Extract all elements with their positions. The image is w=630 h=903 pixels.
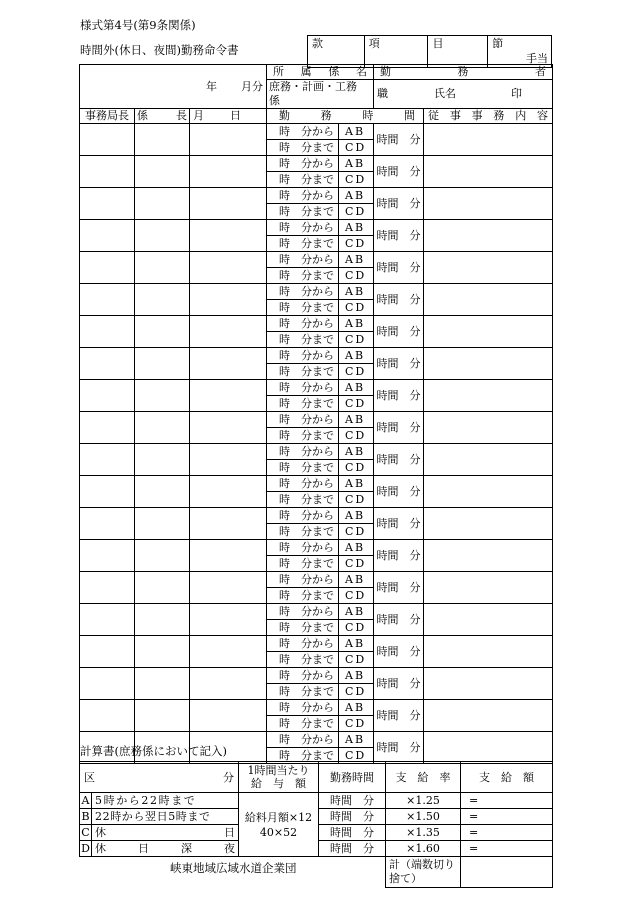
entry-row xyxy=(80,188,553,204)
date-field[interactable] xyxy=(190,124,267,156)
department-field[interactable] xyxy=(267,80,374,109)
shift-cd-field[interactable]: CD xyxy=(339,332,374,348)
calc-desc: 5時から22時まで xyxy=(92,793,239,809)
calc-desc-part: 休 xyxy=(95,842,106,855)
date-field[interactable] xyxy=(190,572,267,604)
duty-content-field[interactable] xyxy=(424,220,553,252)
calc-hours[interactable]: 時間 分 xyxy=(319,809,386,825)
chief-seal-field[interactable] xyxy=(135,284,190,316)
calc-hours[interactable]: 時間 分 xyxy=(319,793,386,809)
duty-content-field[interactable] xyxy=(424,412,553,444)
director-seal-field[interactable] xyxy=(80,124,135,156)
time-from-field[interactable]: 時 分から xyxy=(267,252,339,268)
duty-content-field[interactable] xyxy=(424,252,553,284)
duty-content-field[interactable] xyxy=(424,476,553,508)
shift-cd-field[interactable]: CD xyxy=(339,268,374,284)
duty-content-field[interactable] xyxy=(424,380,553,412)
time-from-field[interactable]: 時 分から xyxy=(267,316,339,332)
calc-hours[interactable]: 時間 分 xyxy=(319,825,386,841)
time-from-field[interactable]: 時 分から xyxy=(267,732,339,748)
shift-cd-field[interactable]: CD xyxy=(339,652,374,668)
shift-cd-field[interactable]: CD xyxy=(339,460,374,476)
date-field[interactable] xyxy=(190,412,267,444)
setsu-field[interactable] xyxy=(488,36,552,68)
duty-content-field[interactable] xyxy=(424,604,553,636)
date-field[interactable] xyxy=(190,700,267,732)
hours-field[interactable]: 時間 分 xyxy=(374,188,424,220)
worker-field[interactable] xyxy=(374,80,553,109)
shift-cd-field[interactable]: CD xyxy=(339,748,374,764)
hours-field[interactable]: 時間 分 xyxy=(374,476,424,508)
director-seal-field[interactable] xyxy=(80,476,135,508)
shift-ab-field[interactable]: AB xyxy=(339,508,374,524)
time-to-field[interactable]: 時 分まで xyxy=(267,204,339,220)
date-field[interactable] xyxy=(190,188,267,220)
shift-cd-field[interactable]: CD xyxy=(339,524,374,540)
calc-desc xyxy=(92,825,239,841)
entry-row xyxy=(80,220,553,236)
date-field[interactable] xyxy=(190,604,267,636)
shift-cd-field[interactable]: CD xyxy=(339,556,374,572)
time-from-field[interactable]: 時 分から xyxy=(267,636,339,652)
calc-header-hours: 勤務時間 xyxy=(319,762,386,793)
form-number: 様式第4号(第9条関係) xyxy=(80,18,196,32)
chief-seal-field[interactable] xyxy=(135,572,190,604)
moku-label: 目 xyxy=(432,37,444,50)
director-seal-field[interactable] xyxy=(80,284,135,316)
chief-header-char: 長 xyxy=(176,109,187,122)
teate-label: 手当 xyxy=(526,52,548,65)
calc-total-label: 計（端数切り捨て） xyxy=(386,857,461,888)
time-from-field[interactable]: 時 分から xyxy=(267,380,339,396)
chief-seal-field[interactable] xyxy=(135,252,190,284)
calc-pay[interactable]: = xyxy=(461,825,553,841)
entry-row xyxy=(80,508,553,524)
date-field[interactable] xyxy=(190,284,267,316)
hours-field[interactable]: 時間 分 xyxy=(374,604,424,636)
duty-content-field[interactable] xyxy=(424,124,553,156)
chief-header-char: 係 xyxy=(137,109,148,122)
calc-code: D xyxy=(81,842,90,855)
shift-ab-field[interactable]: AB xyxy=(339,220,374,236)
kan-field[interactable] xyxy=(308,36,365,68)
shift-ab-field[interactable]: AB xyxy=(339,668,374,684)
chief-seal-field[interactable] xyxy=(135,156,190,188)
kou-label: 項 xyxy=(368,37,380,50)
year-month-field[interactable] xyxy=(80,65,267,109)
hours-field[interactable]: 時間 分 xyxy=(374,668,424,700)
duty-header-char: 事 xyxy=(471,109,483,122)
director-seal-field[interactable] xyxy=(80,668,135,700)
chief-seal-field[interactable] xyxy=(135,540,190,572)
entry-row xyxy=(80,636,553,652)
chief-seal-field[interactable] xyxy=(135,316,190,348)
chief-seal-field[interactable] xyxy=(135,444,190,476)
time-to-field[interactable]: 時 分まで xyxy=(267,588,339,604)
calc-hours[interactable]: 時間 分 xyxy=(319,841,386,857)
date-field[interactable] xyxy=(190,668,267,700)
duty-header-char: 容 xyxy=(537,109,548,122)
entry-row xyxy=(80,284,553,300)
time-to-field[interactable]: 時 分まで xyxy=(267,652,339,668)
shift-cd-field[interactable]: CD xyxy=(339,204,374,220)
director-seal-field[interactable] xyxy=(80,188,135,220)
calc-desc-part: 深 xyxy=(181,842,192,855)
shift-ab-field[interactable]: AB xyxy=(339,188,374,204)
duty-content-field[interactable] xyxy=(424,284,553,316)
entry-row xyxy=(80,380,553,396)
entry-row xyxy=(80,444,553,460)
name-label: 氏名 xyxy=(434,87,457,100)
hours-field[interactable]: 時間 分 xyxy=(374,572,424,604)
chief-header xyxy=(135,109,190,124)
date-field[interactable] xyxy=(190,316,267,348)
director-seal-field[interactable] xyxy=(80,156,135,188)
calc-desc-part: 日 xyxy=(224,826,235,839)
time-to-field[interactable]: 時 分まで xyxy=(267,716,339,732)
time-to-field[interactable]: 時 分まで xyxy=(267,396,339,412)
time-from-field[interactable]: 時 分から xyxy=(267,124,339,140)
time-from-field[interactable]: 時 分から xyxy=(267,540,339,556)
time-from-field[interactable]: 時 分から xyxy=(267,284,339,300)
director-seal-field[interactable] xyxy=(80,572,135,604)
shift-ab-field[interactable]: AB xyxy=(339,284,374,300)
time-to-field[interactable]: 時 分まで xyxy=(267,460,339,476)
formula-numerator: 給料月額×12 xyxy=(244,810,313,824)
chief-seal-field[interactable] xyxy=(135,188,190,220)
entry-row xyxy=(80,412,553,428)
duty-content-field[interactable] xyxy=(424,508,553,540)
time-from-field[interactable]: 時 分から xyxy=(267,412,339,428)
year-label: 年 xyxy=(206,79,218,93)
department-value: 庶務・計画・工務 係 xyxy=(269,80,369,107)
duty-content-field[interactable] xyxy=(424,636,553,668)
kou-field[interactable] xyxy=(364,36,428,68)
duty-content-field[interactable] xyxy=(424,316,553,348)
date-field[interactable] xyxy=(190,636,267,668)
shift-ab-field[interactable]: AB xyxy=(339,732,374,748)
entry-row xyxy=(80,316,553,332)
hours-field[interactable]: 時間 分 xyxy=(374,636,424,668)
shift-cd-field[interactable]: CD xyxy=(339,620,374,636)
duty-header-char: 内 xyxy=(515,109,527,122)
time-from-field[interactable]: 時 分から xyxy=(267,476,339,492)
department-label-char: 所 xyxy=(273,65,285,78)
shift-ab-field[interactable]: AB xyxy=(339,604,374,620)
date-header-char: 月 xyxy=(193,109,204,122)
duty-header-char: 従 xyxy=(428,109,440,122)
entry-row xyxy=(80,604,553,620)
shift-cd-field[interactable]: CD xyxy=(339,684,374,700)
time-to-field[interactable]: 時 分まで xyxy=(267,428,339,444)
shift-ab-field[interactable]: AB xyxy=(339,636,374,652)
date-field[interactable] xyxy=(190,220,267,252)
entry-row xyxy=(80,156,553,172)
chief-seal-field[interactable] xyxy=(135,380,190,412)
calculation-table xyxy=(79,761,553,888)
entry-row xyxy=(80,700,553,716)
director-seal-field[interactable] xyxy=(80,252,135,284)
shift-cd-field[interactable]: CD xyxy=(339,428,374,444)
date-field[interactable] xyxy=(190,348,267,380)
department-label-char: 属 xyxy=(300,65,312,78)
calc-code: C xyxy=(81,826,90,839)
entry-row xyxy=(80,348,553,364)
entry-row xyxy=(80,572,553,588)
department-label-char: 名 xyxy=(355,65,367,78)
calc-header-kubun xyxy=(80,762,239,793)
time-from-field[interactable]: 時 分から xyxy=(267,508,339,524)
calc-header-rate-amount: 1時間当たり給 与 額 xyxy=(239,762,319,793)
duty-content-field[interactable] xyxy=(424,572,553,604)
duty-content-field[interactable] xyxy=(424,156,553,188)
director-seal-field[interactable] xyxy=(80,380,135,412)
work-hours-header-char: 時 xyxy=(362,109,374,122)
shift-ab-field[interactable]: AB xyxy=(339,700,374,716)
calc-code: B xyxy=(81,810,90,823)
shift-ab-field[interactable]: AB xyxy=(339,124,374,140)
calc-rate: ×1.25 xyxy=(386,793,461,809)
time-from-field[interactable]: 時 分から xyxy=(267,604,339,620)
worker-label-char: 務 xyxy=(457,65,469,78)
shift-cd-field[interactable]: CD xyxy=(339,172,374,188)
hours-field[interactable]: 時間 分 xyxy=(374,284,424,316)
time-from-field[interactable]: 時 分から xyxy=(267,668,339,684)
shift-ab-field[interactable]: AB xyxy=(339,156,374,172)
director-seal-field[interactable] xyxy=(80,604,135,636)
chief-seal-field[interactable] xyxy=(135,220,190,252)
calc-desc-part: 休 xyxy=(95,826,106,839)
time-from-field[interactable]: 時 分から xyxy=(267,572,339,588)
time-to-field[interactable]: 時 分まで xyxy=(267,620,339,636)
kubun-header-char: 分 xyxy=(223,770,234,784)
shift-ab-field[interactable]: AB xyxy=(339,540,374,556)
kubun-header-char: 区 xyxy=(84,770,95,784)
worker-label-char: 勤 xyxy=(380,65,392,78)
duty-content-field[interactable] xyxy=(424,668,553,700)
moku-field[interactable] xyxy=(428,36,488,68)
work-hours-header xyxy=(267,109,424,124)
department-label-cell xyxy=(267,65,374,80)
time-from-field[interactable]: 時 分から xyxy=(267,700,339,716)
seal-label: 印 xyxy=(511,87,523,100)
calc-rate: ×1.50 xyxy=(386,809,461,825)
date-field[interactable] xyxy=(190,444,267,476)
calc-desc xyxy=(92,841,239,857)
shift-cd-field[interactable]: CD xyxy=(339,716,374,732)
worker-label-cell xyxy=(374,65,553,80)
time-from-field[interactable]: 時 分から xyxy=(267,444,339,460)
time-to-field[interactable]: 時 分まで xyxy=(267,172,339,188)
worker-label-char: 者 xyxy=(535,65,547,78)
calc-header-pay: 支 給 額 xyxy=(461,762,553,793)
chief-seal-field[interactable] xyxy=(135,476,190,508)
entry-row xyxy=(80,668,553,684)
hours-field[interactable]: 時間 分 xyxy=(374,700,424,732)
hours-field[interactable]: 時間 分 xyxy=(374,124,424,156)
calc-total-field[interactable] xyxy=(461,857,553,888)
date-field[interactable] xyxy=(190,380,267,412)
calc-formula xyxy=(239,793,319,857)
calc-title: 計算書(庶務係において記入) xyxy=(80,744,227,758)
entry-row xyxy=(80,540,553,556)
hours-field[interactable]: 時間 分 xyxy=(374,540,424,572)
hours-field[interactable]: 時間 分 xyxy=(374,220,424,252)
kan-label: 款 xyxy=(312,37,323,50)
duty-content-header xyxy=(424,109,553,124)
duty-header-char: 事 xyxy=(449,109,461,122)
time-from-field[interactable]: 時 分から xyxy=(267,156,339,172)
calc-desc: 22時から翌日5時まで xyxy=(92,809,239,825)
calc-pay[interactable]: = xyxy=(461,793,553,809)
shift-cd-field[interactable]: CD xyxy=(339,396,374,412)
shift-ab-field[interactable]: AB xyxy=(339,572,374,588)
director-seal-field[interactable] xyxy=(80,540,135,572)
time-from-field[interactable]: 時 分から xyxy=(267,188,339,204)
entry-row xyxy=(80,476,553,492)
calc-pay[interactable]: = xyxy=(461,809,553,825)
time-to-field[interactable]: 時 分まで xyxy=(267,684,339,700)
calc-rate: ×1.60 xyxy=(386,841,461,857)
chief-seal-field[interactable] xyxy=(135,124,190,156)
calc-desc-part: 夜 xyxy=(224,842,235,855)
hours-field[interactable]: 時間 分 xyxy=(374,156,424,188)
time-to-field[interactable]: 時 分まで xyxy=(267,556,339,572)
director-header: 事務局長 xyxy=(80,109,135,124)
work-hours-header-char: 間 xyxy=(403,109,415,122)
shift-cd-field[interactable]: CD xyxy=(339,236,374,252)
hours-field[interactable]: 時間 分 xyxy=(374,732,424,764)
shift-cd-field[interactable]: CD xyxy=(339,300,374,316)
time-to-field[interactable]: 時 分まで xyxy=(267,748,339,764)
time-to-field[interactable]: 時 分まで xyxy=(267,492,339,508)
calc-rate: ×1.35 xyxy=(386,825,461,841)
director-seal-field[interactable] xyxy=(80,348,135,380)
chief-seal-field[interactable] xyxy=(135,636,190,668)
date-field[interactable] xyxy=(190,508,267,540)
date-header-char: 日 xyxy=(230,109,241,122)
date-field[interactable] xyxy=(190,252,267,284)
time-to-field[interactable]: 時 分まで xyxy=(267,268,339,284)
shift-ab-field[interactable]: AB xyxy=(339,252,374,268)
time-to-field[interactable]: 時 分まで xyxy=(267,524,339,540)
duty-content-field[interactable] xyxy=(424,444,553,476)
calc-desc-part: 日 xyxy=(138,842,149,855)
time-to-field[interactable]: 時 分まで xyxy=(267,364,339,380)
time-to-field[interactable]: 時 分まで xyxy=(267,332,339,348)
organization-name: 峡東地域広域水道企業団 xyxy=(170,861,297,875)
hours-field[interactable]: 時間 分 xyxy=(374,508,424,540)
time-to-field[interactable]: 時 分まで xyxy=(267,300,339,316)
duty-content-field[interactable] xyxy=(424,188,553,220)
shift-ab-field[interactable]: AB xyxy=(339,380,374,396)
duty-content-field[interactable] xyxy=(424,700,553,732)
hours-field[interactable]: 時間 分 xyxy=(374,380,424,412)
position-label: 職 xyxy=(377,87,389,100)
department-label-char: 係 xyxy=(328,65,340,78)
setsu-label: 節 xyxy=(492,37,504,50)
date-field[interactable] xyxy=(190,476,267,508)
shift-cd-field[interactable]: CD xyxy=(339,364,374,380)
overtime-order-table xyxy=(79,64,553,764)
entry-row xyxy=(80,124,553,140)
duty-content-field[interactable] xyxy=(424,348,553,380)
work-hours-header-char: 務 xyxy=(320,109,332,122)
form-title: 時間外(休日、夜間)勤務命令書 xyxy=(80,43,239,57)
date-field[interactable] xyxy=(190,156,267,188)
duty-content-field[interactable] xyxy=(424,540,553,572)
shift-ab-field[interactable]: AB xyxy=(339,444,374,460)
hours-field[interactable]: 時間 分 xyxy=(374,348,424,380)
month-label: 月分 xyxy=(241,79,264,93)
director-seal-field[interactable] xyxy=(80,220,135,252)
chief-seal-field[interactable] xyxy=(135,700,190,732)
hours-field[interactable]: 時間 分 xyxy=(374,316,424,348)
director-seal-field[interactable] xyxy=(80,412,135,444)
time-from-field[interactable]: 時 分から xyxy=(267,220,339,236)
duty-content-field[interactable] xyxy=(424,732,553,764)
shift-ab-field[interactable]: AB xyxy=(339,476,374,492)
hours-field[interactable]: 時間 分 xyxy=(374,252,424,284)
formula-denominator: 40×52 xyxy=(259,825,298,839)
calc-code: A xyxy=(80,793,92,809)
date-header xyxy=(190,109,267,124)
chief-seal-field[interactable] xyxy=(135,668,190,700)
time-to-field[interactable]: 時 分まで xyxy=(267,140,339,156)
duty-header-char: 務 xyxy=(493,109,505,122)
shift-cd-field[interactable]: CD xyxy=(339,588,374,604)
hours-field[interactable]: 時間 分 xyxy=(374,444,424,476)
chief-seal-field[interactable] xyxy=(135,348,190,380)
chief-seal-field[interactable] xyxy=(135,604,190,636)
chief-seal-field[interactable] xyxy=(135,412,190,444)
shift-ab-field[interactable]: AB xyxy=(339,412,374,428)
director-seal-field[interactable] xyxy=(80,444,135,476)
shift-cd-field[interactable]: CD xyxy=(339,492,374,508)
shift-ab-field[interactable]: AB xyxy=(339,348,374,364)
date-field[interactable] xyxy=(190,540,267,572)
director-seal-field[interactable] xyxy=(80,316,135,348)
calc-header-rate: 支 給 率 xyxy=(386,762,461,793)
entry-row xyxy=(80,252,553,268)
director-seal-field[interactable] xyxy=(80,508,135,540)
hours-field[interactable]: 時間 分 xyxy=(374,412,424,444)
director-seal-field[interactable] xyxy=(80,636,135,668)
shift-ab-field[interactable]: AB xyxy=(339,316,374,332)
work-hours-header-char: 勤 xyxy=(279,109,291,122)
shift-cd-field[interactable]: CD xyxy=(339,140,374,156)
time-from-field[interactable]: 時 分から xyxy=(267,348,339,364)
calc-pay[interactable]: = xyxy=(461,841,553,857)
time-to-field[interactable]: 時 分まで xyxy=(267,236,339,252)
chief-seal-field[interactable] xyxy=(135,508,190,540)
director-seal-field[interactable] xyxy=(80,700,135,732)
